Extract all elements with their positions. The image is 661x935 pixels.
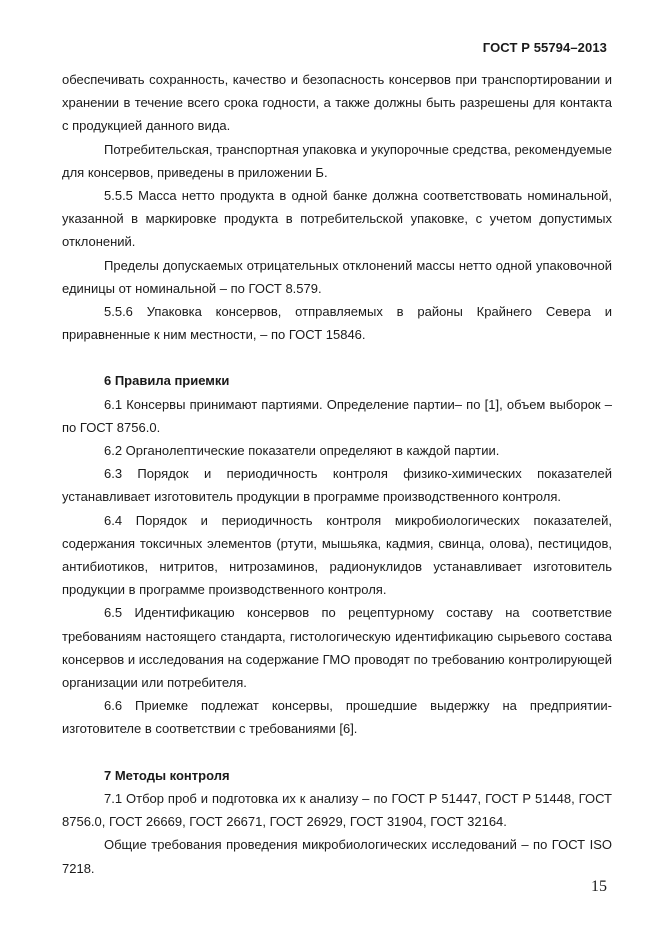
section-7-heading: 7 Методы контроля [104,767,230,783]
page-number: 15 [591,878,607,895]
paragraph: 6.4 Порядок и периодичность контроля микробиологических показателей, содержания токсичных элементов (ртути, мышьяка, кадмия, свинца, олова), пестицидов, антибиотиков, нитритов, нитрозаминов, радионуклидов устанавливает изготовитель продукции в программе производственного контроля. [62,512,612,598]
section-gap [62,346,612,369]
paragraph: Потребительская, транспортная упаковка и укупорочные средства, рекомендуемые для консервов, приведены в приложении Б. [62,141,612,180]
paragraph: Общие требования проведения микробиологических исследований – по ГОСТ ISO 7218. [62,837,612,876]
paragraph: 5.5.5 Масса нетто продукта в одной банке должна соответствовать номинальной, указанной в маркировке продукта в потребительской упаковке, с учетом допустимых отклонений. [62,188,612,250]
paragraph: Пределы допускаемых отрицательных отклонений массы нетто одной упаковочной единицы от номинальной – по ГОСТ 8.579. [62,257,612,296]
paragraph: 6.2 Органолептические показатели определяют в каждой партии. [104,443,500,459]
paragraph: обеспечивать сохранность, качество и безопасность консервов при транспортировании и хранении в течение всего срока годности, а также должны быть разрешены для контакта с продукцией данного вида. [62,72,612,134]
section-gap [62,741,612,764]
paragraph: 6.1 Консервы принимают партиями. Определение партии– по [1], объем выборок – по ГОСТ 8756.0. [62,396,612,435]
document-body [62,68,612,880]
paragraph: 6.5 Идентификацию консервов по рецептурному составу на соответствие требованиям настоящего стандарта, гистологическую идентификацию сырьевого состава консервов и исследования на содержание ГМО проводят по требованию контролирующей организации или потребителя. [62,605,612,691]
section-6-heading: 6 Правила приемки [104,373,230,389]
paragraph: 6.3 Порядок и периодичность контроля физико-химических показателей устанавливает изготовитель продукции в программе производственного контроля. [62,466,612,505]
paragraph: 5.5.6 Упаковка консервов, отправляемых в районы Крайнего Севера и приравненные к ним местности, – по ГОСТ 15846. [62,304,612,343]
paragraph: 6.6 Приемке подлежат консервы, прошедшие выдержку на предприятии-изготовителе в соответствии с требованиями [6]. [62,698,612,737]
document-header: ГОСТ Р 55794–2013 [482,40,607,55]
paragraph: 7.1 Отбор проб и подготовка их к анализу – по ГОСТ Р 51447, ГОСТ Р 51448, ГОСТ 8756.0, ГОСТ 26669, ГОСТ 26671, ГОСТ 26929, ГОСТ 31904, ГОСТ 32164. [62,790,612,830]
